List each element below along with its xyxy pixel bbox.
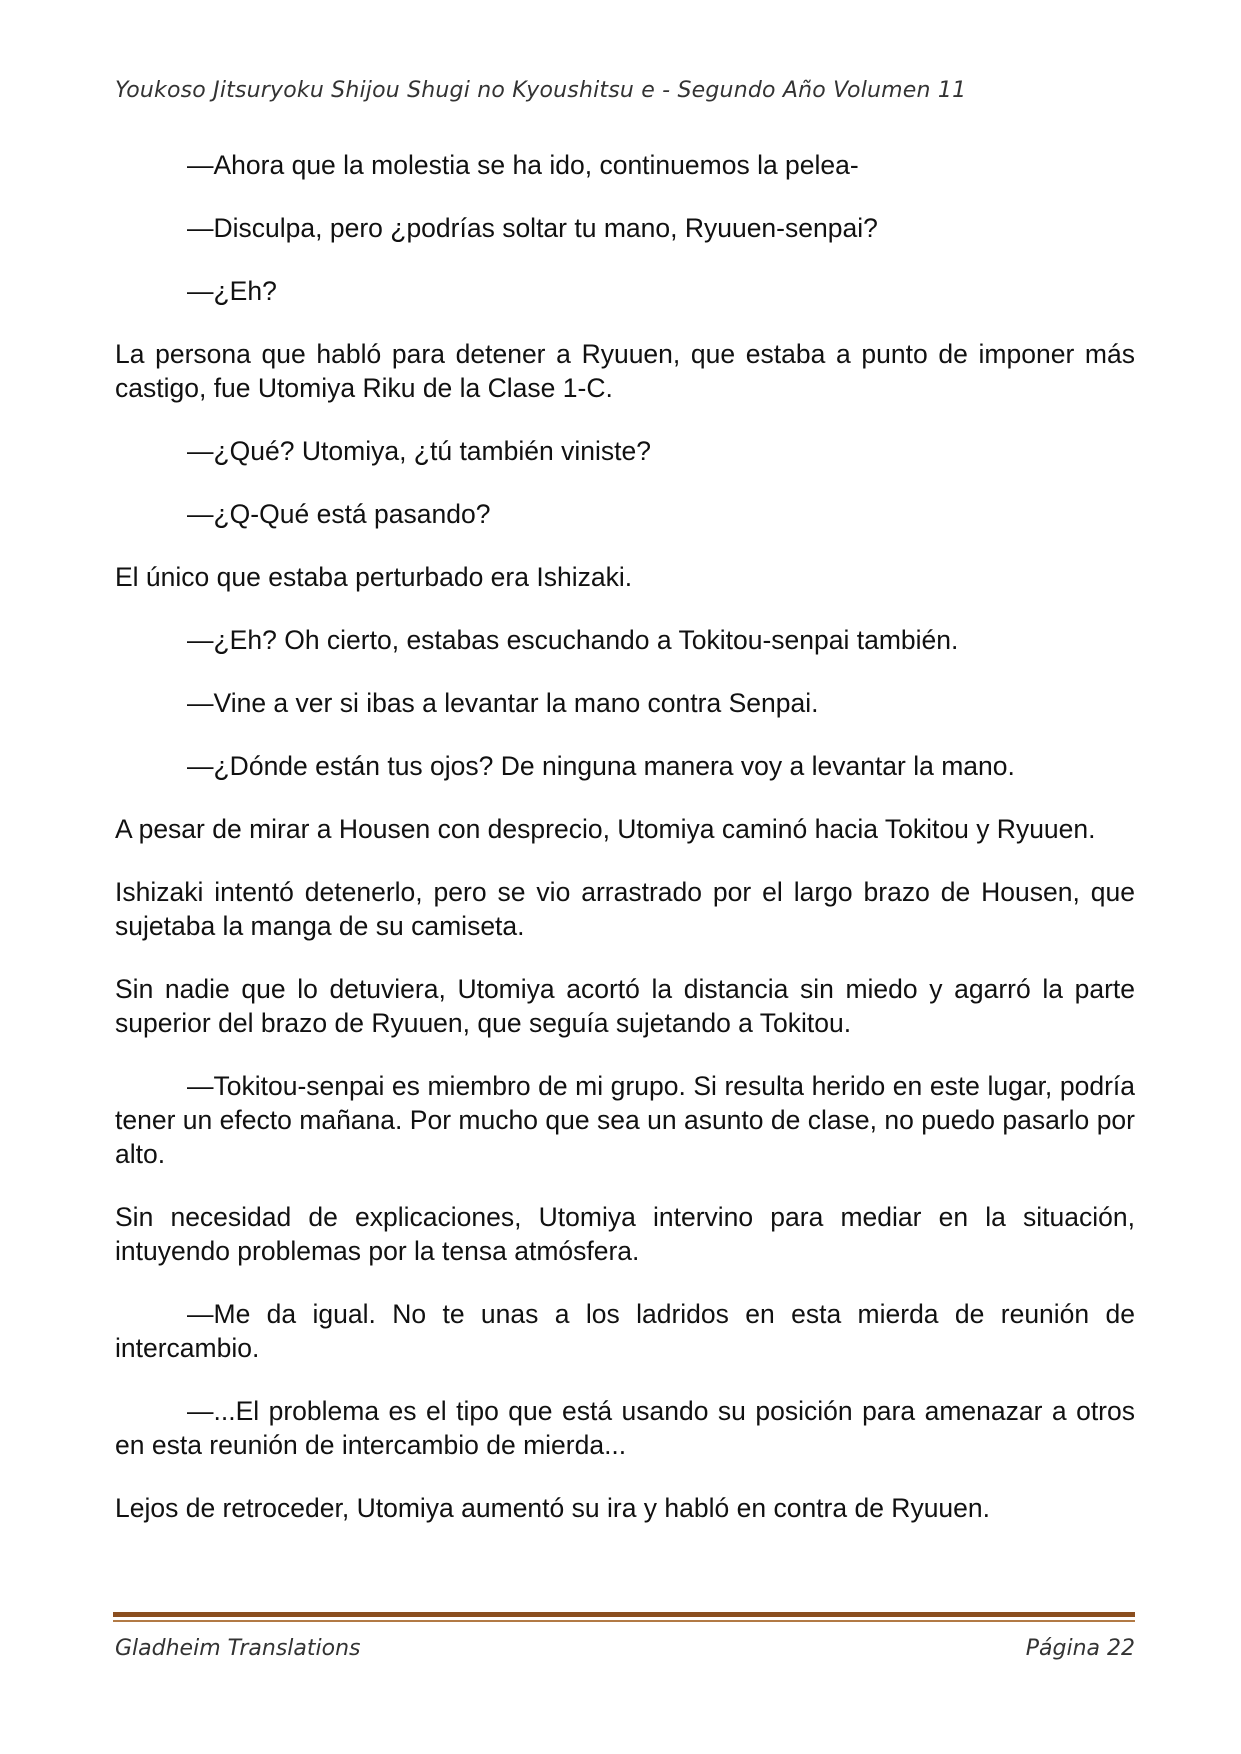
footer-divider-thick (113, 1612, 1135, 1617)
footer-publisher: Gladheim Translations (115, 1636, 361, 1661)
running-header: Youkoso Jitsuryoku Shijou Shugi no Kyoushitsu e - Segundo Año Volumen 11 (115, 78, 967, 103)
paragraph: —¿Qué? Utomiya, ¿tú también viniste? (187, 436, 651, 466)
paragraph: —...El problema es el tipo que está usando su posición para amenazar a otros en esta reunión de intercambio de mierda... (115, 1396, 1135, 1460)
paragraph: Sin necesidad de explicaciones, Utomiya intervino para mediar en la situación, intuyendo problemas por la tensa atmósfera. (115, 1202, 1135, 1266)
paragraph: —¿Eh? (187, 276, 277, 306)
paragraph: A pesar de mirar a Housen con desprecio, Utomiya caminó hacia Tokitou y Ryuuen. (115, 814, 1096, 844)
paragraph: Ishizaki intentó detenerlo, pero se vio arrastrado por el largo brazo de Housen, que sujetaba la manga de su camiseta. (115, 877, 1135, 941)
paragraph: —Me da igual. No te unas a los ladridos en esta mierda de reunión de intercambio. (115, 1299, 1135, 1363)
footer-divider-thin (113, 1620, 1135, 1622)
paragraph: —Ahora que la molestia se ha ido, continuemos la pelea- (187, 150, 859, 180)
paragraph: —Tokitou-senpai es miembro de mi grupo. Si resulta herido en este lugar, podría tener un efecto mañana. Por mucho que sea un asunto de clase, no puedo pasarlo por alto. (115, 1071, 1135, 1169)
page-number: Página 22 (1025, 1636, 1135, 1661)
paragraph: —Vine a ver si ibas a levantar la mano contra Senpai. (187, 688, 819, 718)
paragraph: Lejos de retroceder, Utomiya aumentó su ira y habló en contra de Ryuuen. (115, 1493, 991, 1523)
paragraph: —¿Eh? Oh cierto, estabas escuchando a Tokitou-senpai también. (187, 625, 959, 655)
paragraph: —¿Dónde están tus ojos? De ninguna manera voy a levantar la mano. (187, 751, 1015, 781)
paragraph: El único que estaba perturbado era Ishizaki. (115, 562, 633, 592)
paragraph: La persona que habló para detener a Ryuuen, que estaba a punto de imponer más castigo, fue Utomiya Riku de la Clase 1-C. (115, 339, 1135, 403)
paragraph: —¿Q-Qué está pasando? (187, 499, 491, 529)
paragraph: Sin nadie que lo detuviera, Utomiya acortó la distancia sin miedo y agarró la parte superior del brazo de Ryuuen, que seguía sujetando a Tokitou. (115, 974, 1135, 1038)
paragraph: —Disculpa, pero ¿podrías soltar tu mano, Ryuuen-senpai? (187, 213, 878, 243)
body-text (115, 148, 1135, 1554)
